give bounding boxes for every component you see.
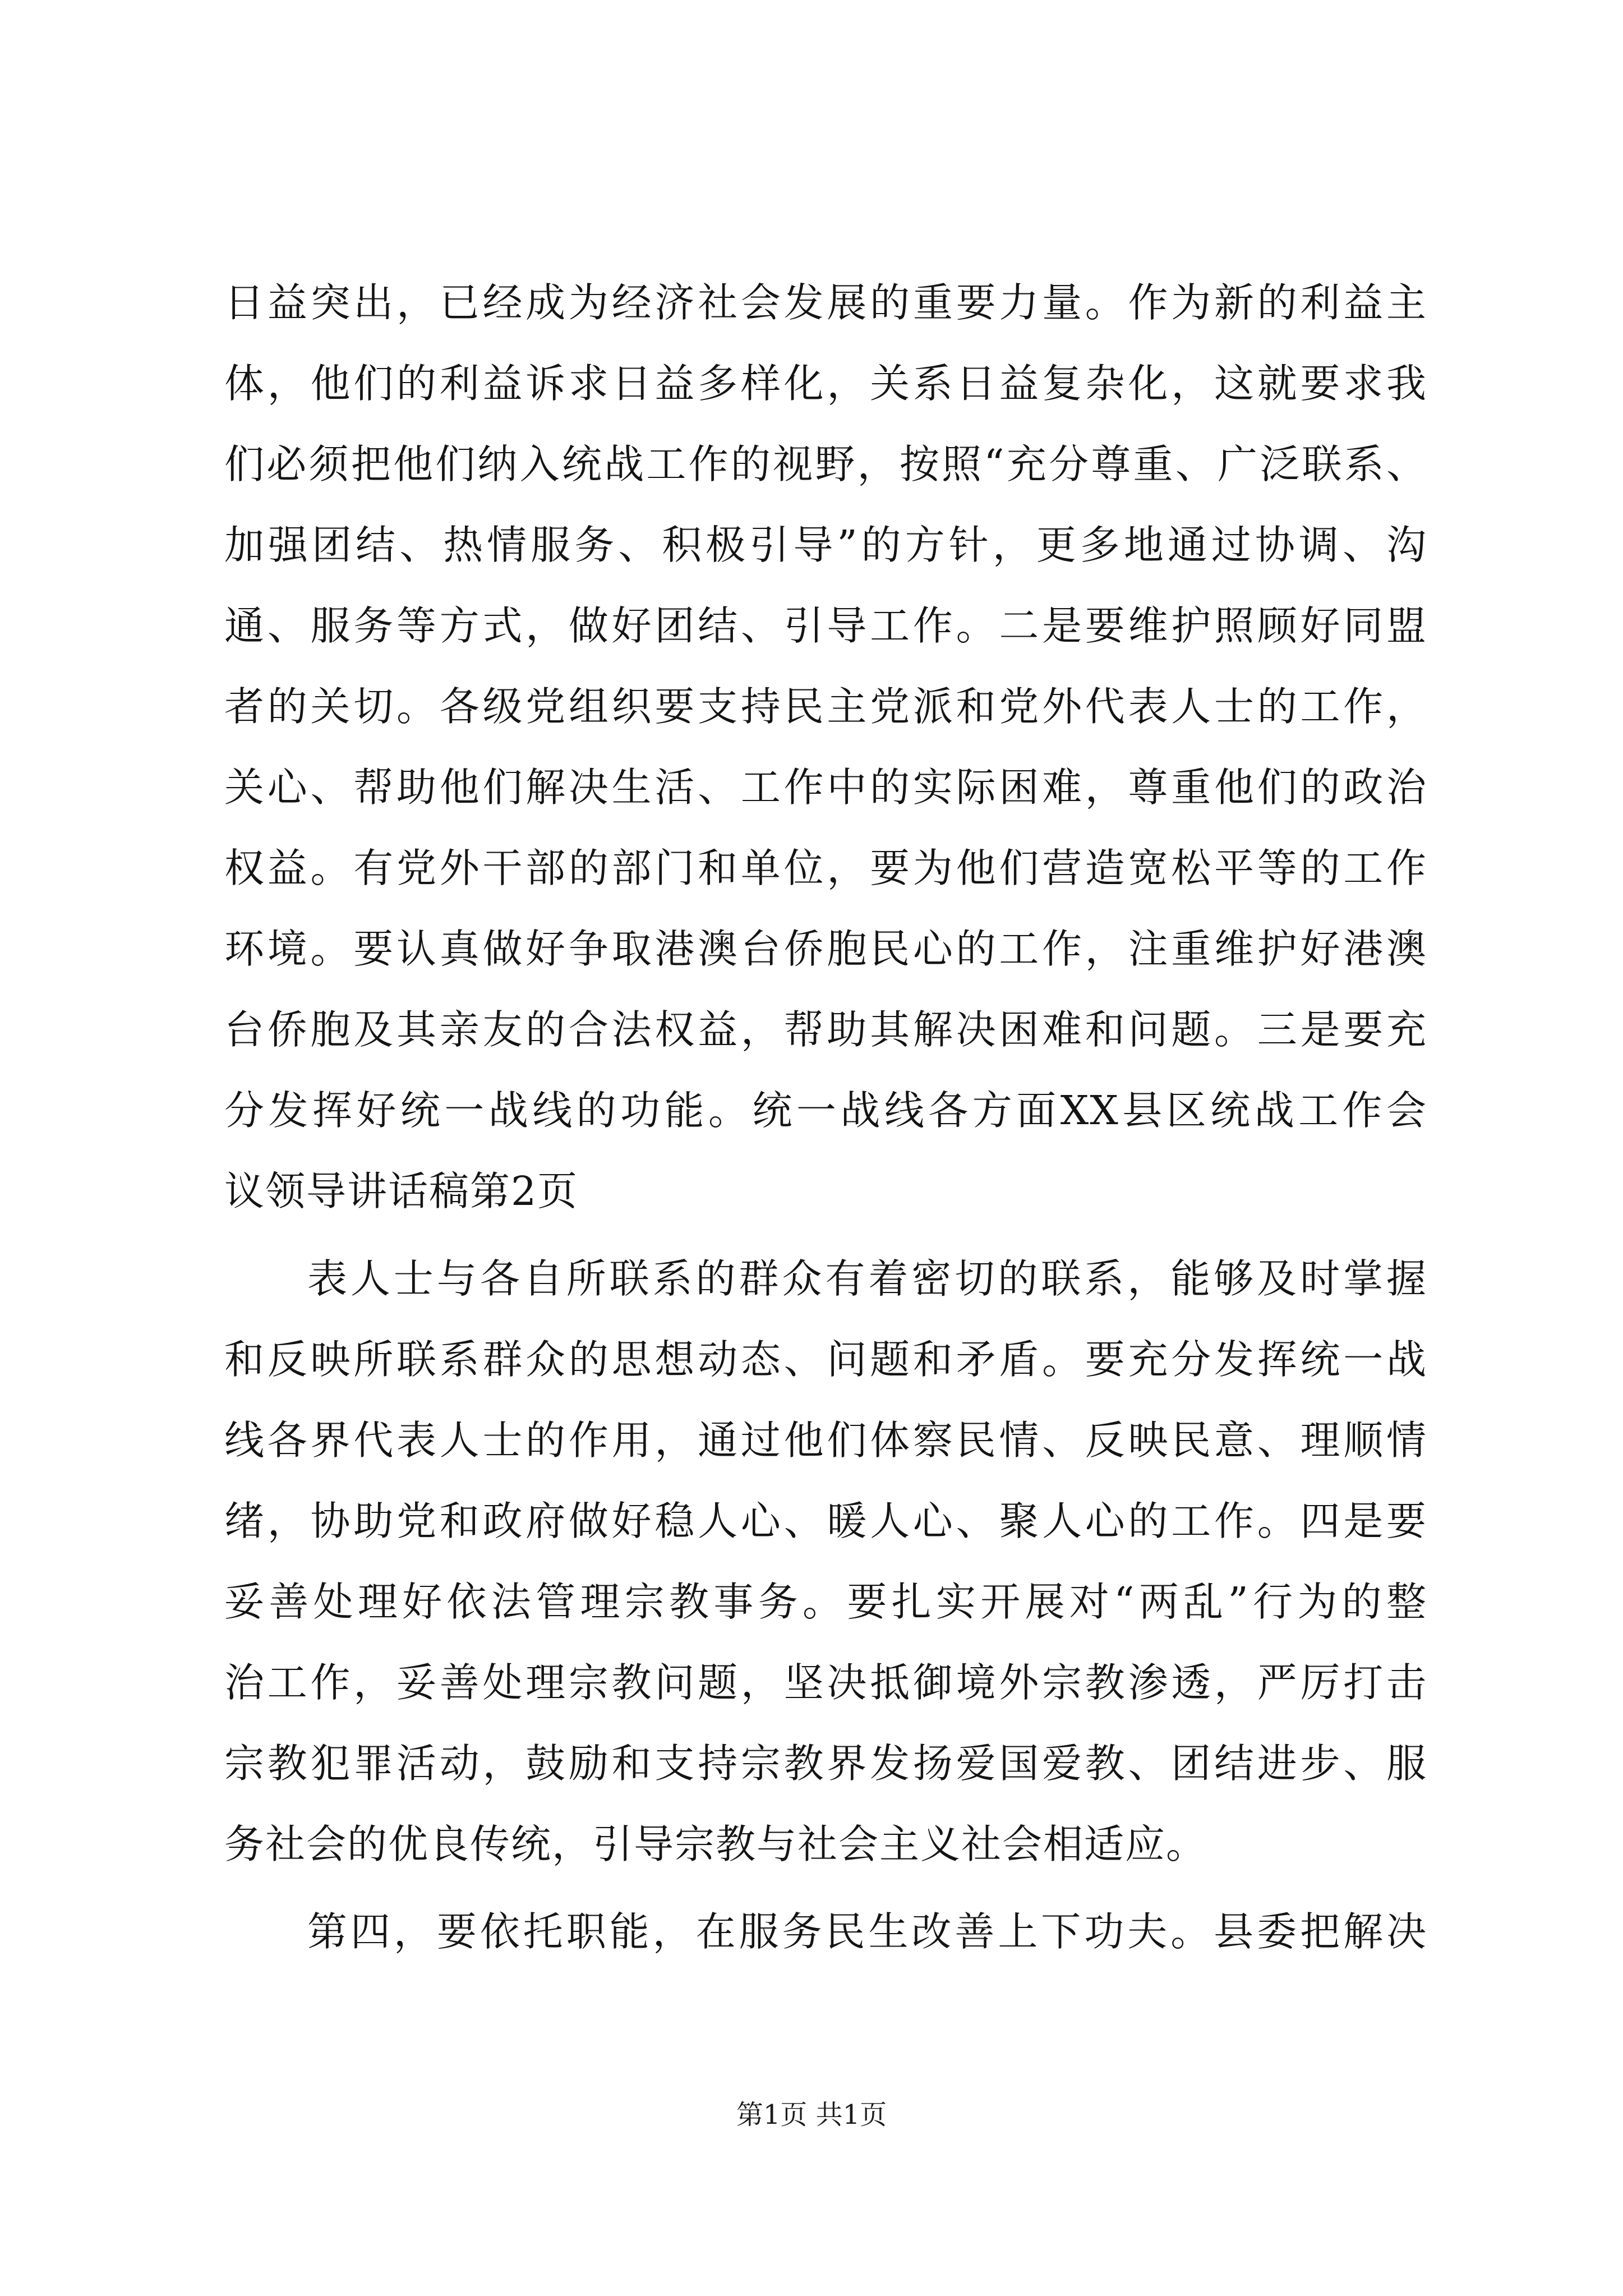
text-line: 分发挥好统一战线的功能。统一战线各方面XX县区统战工作会 [224,1087,1427,1134]
text-line: 宗教犯罪活动，鼓励和支持宗教界发扬爱国爱教、团结进步、服 [224,1740,1427,1787]
text-line: 者的关切。各级党组织要支持民主党派和党外代表人士的工作， [224,683,1427,730]
paragraph-1 [224,263,1427,1232]
page-number-label: 第1页 共1页 [736,2099,887,2131]
text-line: 们必须把他们纳入统战工作的视野，按照“充分尊重、广泛联系、 [224,441,1427,487]
text-line: 第四，要依托职能，在服务民生改善上下功夫。县委把解决 [307,1908,1427,1955]
page-footer [0,2098,1623,2132]
text-line: 台侨胞及其亲友的合法权益，帮助其解决困难和问题。三是要充 [224,1006,1427,1053]
text-line: 环境。要认真做好争取港澳台侨胞民心的工作，注重维护好港澳 [224,926,1427,972]
text-line: 日益突出，已经成为经济社会发展的重要力量。作为新的利益主 [224,279,1427,326]
text-line: 妥善处理好依法管理宗教事务。要扎实开展对“两乱”行为的整 [224,1579,1427,1625]
text-line: 治工作，妥善处理宗教问题，坚决抵御境外宗教渗透，严厉打击 [224,1659,1427,1706]
paragraph-2 [224,1239,1427,1885]
body-text [224,263,1427,1972]
text-line: 通、服务等方式，做好团结、引导工作。二是要维护照顾好同盟 [224,602,1427,649]
text-line: 加强团结、热情服务、积极引导”的方针，更多地通过协调、沟 [224,522,1427,568]
text-line: 和反映所联系群众的思想动态、问题和矛盾。要充分发挥统一战 [224,1336,1427,1383]
paragraph-3 [224,1892,1427,1972]
text-line: 体，他们的利益诉求日益多样化，关系日益复杂化，这就要求我 [224,360,1427,407]
text-line: 务社会的优良传统，引导宗教与社会主义社会相适应。 [224,1821,1207,1867]
text-line: 绪，协助党和政府做好稳人心、暖人心、聚人心的工作。四是要 [224,1498,1427,1544]
text-line: 关心、帮助他们解决生活、工作中的实际困难，尊重他们的政治 [224,764,1427,811]
text-line: 线各界代表人士的作用，通过他们体察民情、反映民意、理顺情 [224,1417,1427,1464]
text-line: 议领导讲话稿第2页 [224,1168,579,1214]
text-line: 权益。有党外干部的部门和单位，要为他们营造宽松平等的工作 [224,845,1427,891]
text-line: 表人士与各自所联系的群众有着密切的联系，能够及时掌握 [307,1255,1427,1302]
